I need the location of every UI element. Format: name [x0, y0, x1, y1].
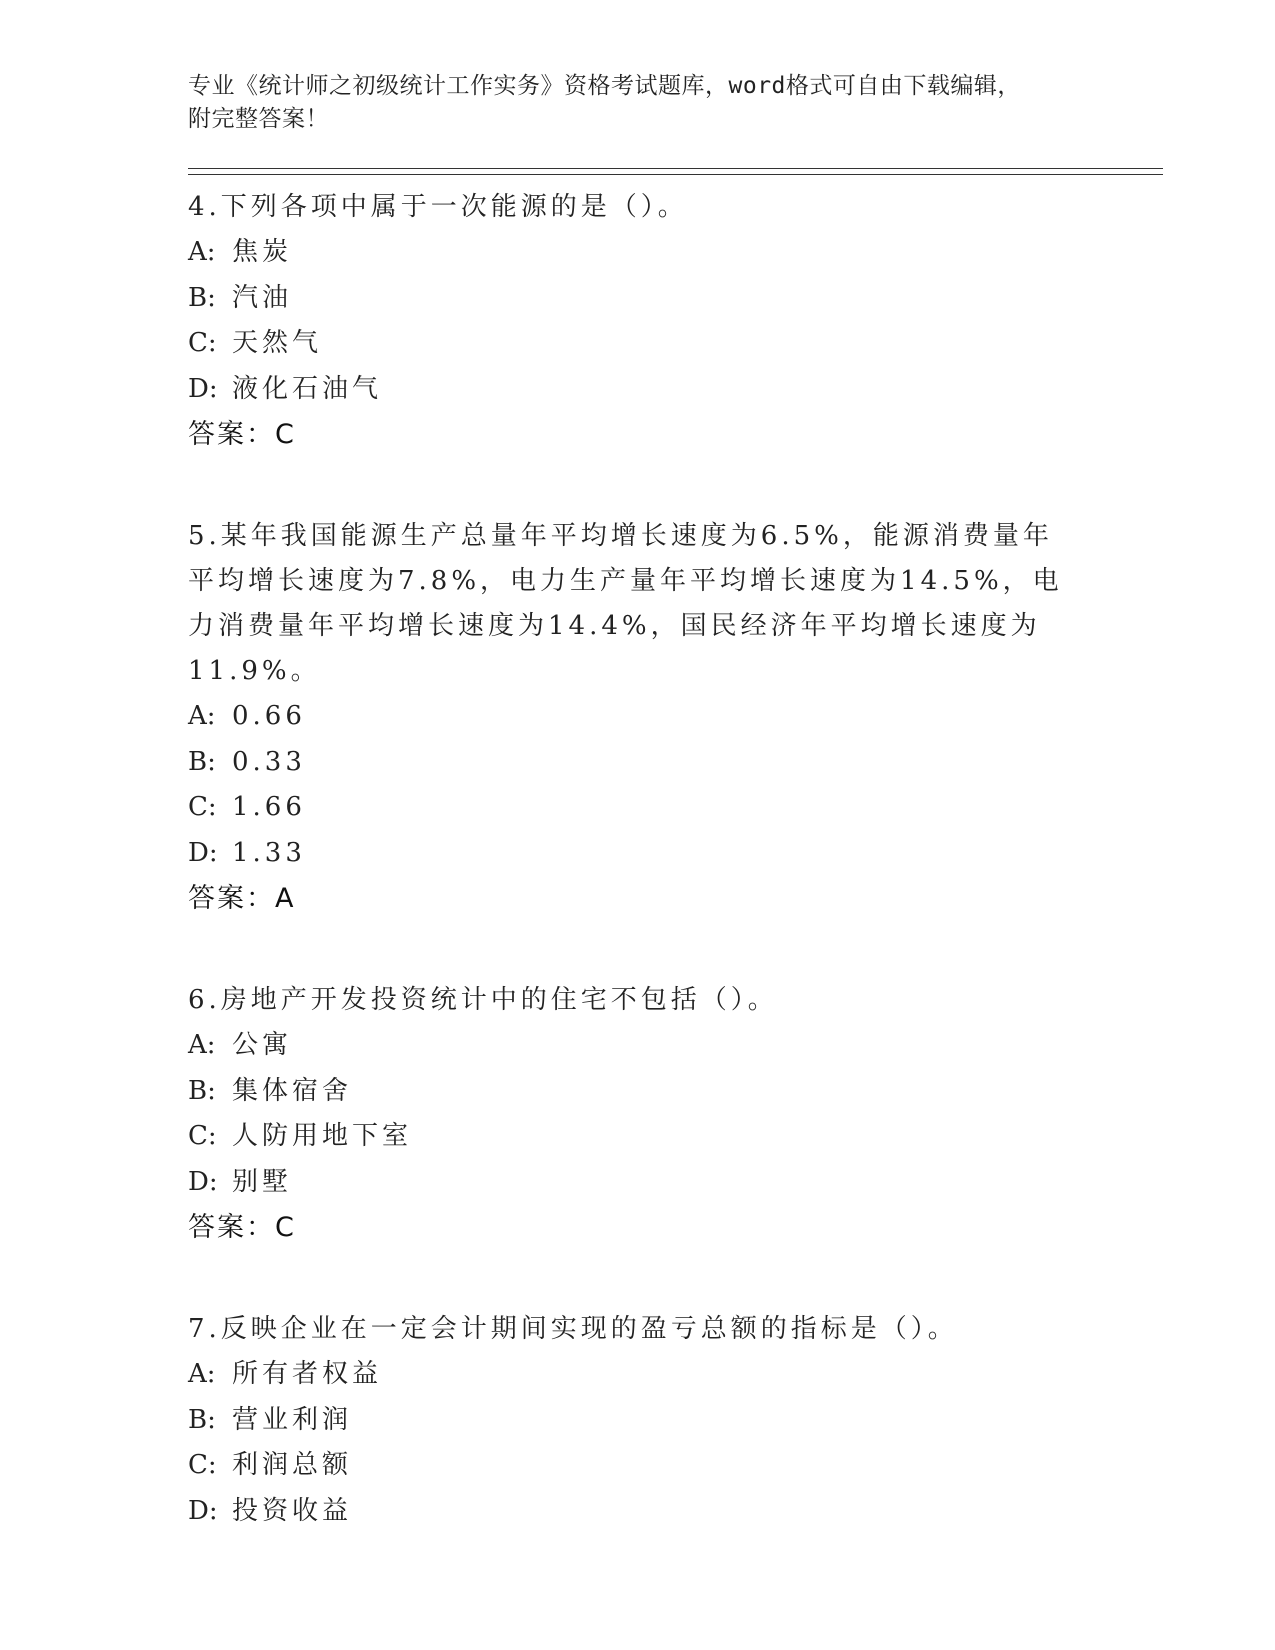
answer-key: 答案：C [188, 419, 296, 450]
option-letter: B: [188, 1075, 216, 1106]
option-letter: B: [188, 282, 216, 313]
option-letter: C: [188, 1121, 217, 1151]
option-text: 0.33 [232, 746, 306, 777]
answer-option [188, 1398, 1168, 1444]
answer-key: 答案：C [188, 1212, 296, 1243]
answer-option [188, 230, 1168, 276]
question-block [188, 1307, 1168, 1534]
option-text: 0.66 [232, 701, 306, 731]
answer-option [188, 1023, 1168, 1069]
answer-option [188, 1114, 1168, 1160]
answer-option [188, 1489, 1168, 1535]
answer-option [188, 740, 1168, 786]
question-text: 4.下列各项中属于一次能源的是（）。 [188, 192, 688, 222]
option-text: 利润总额 [232, 1450, 353, 1480]
question-text: 5.某年我国能源生产总量年平均增长速度为6.5%，能源消费量年平均增长速度为7.8%，电力生产量年平均增长速度为14.5%，电力消费量年平均增长速度为14.4%，国民经济年平均增长速度为11.9%。 [188, 521, 1063, 686]
option-letter: D: [188, 1166, 218, 1197]
option-text: 焦炭 [232, 237, 293, 267]
question-block [188, 978, 1168, 1251]
option-text: 1.33 [232, 837, 306, 868]
option-text: 液化石油气 [232, 373, 383, 404]
answer-option [188, 1160, 1168, 1206]
option-text: 投资收益 [232, 1495, 353, 1526]
answer-option [188, 1069, 1168, 1115]
option-text: 人防用地下室 [232, 1121, 413, 1151]
answer-option [188, 1443, 1168, 1489]
option-text: 所有者权益 [232, 1359, 383, 1389]
option-text: 别墅 [232, 1166, 293, 1197]
option-letter: B: [188, 1404, 216, 1435]
question-list [188, 185, 1168, 1534]
option-text: 天然气 [232, 328, 323, 358]
answer-option [188, 367, 1168, 413]
answer-option [188, 276, 1168, 322]
option-text: 汽油 [232, 282, 293, 313]
option-letter: A: [188, 1030, 216, 1060]
question-block [188, 514, 1168, 922]
question-text: 7.反映企业在一定会计期间实现的盈亏总额的指标是（）。 [188, 1314, 958, 1344]
answer-key: 答案：A [188, 883, 296, 914]
option-text: 1.66 [232, 792, 306, 822]
option-letter: A: [188, 1359, 216, 1389]
option-text: 集体宿舍 [232, 1075, 353, 1106]
answer-option [188, 1352, 1168, 1398]
option-text: 公寓 [232, 1030, 293, 1060]
option-letter: C: [188, 792, 217, 822]
document-header [188, 70, 1088, 136]
question-block [188, 185, 1168, 458]
option-letter: D: [188, 373, 218, 404]
option-letter: A: [188, 701, 216, 731]
answer-option [188, 321, 1168, 367]
option-letter: D: [188, 837, 218, 868]
header-line-1: 专业《统计师之初级统计工作实务》资格考试题库，word格式可自由下载编辑， [188, 73, 1021, 99]
header-divider [188, 168, 1163, 175]
document-page [188, 70, 1168, 1534]
option-letter: C: [188, 328, 217, 358]
answer-option [188, 785, 1168, 831]
question-text: 6.房地产开发投资统计中的住宅不包括（）。 [188, 985, 778, 1015]
answer-option [188, 694, 1168, 740]
option-letter: B: [188, 746, 216, 777]
option-text: 营业利润 [232, 1404, 353, 1435]
option-letter: C: [188, 1450, 217, 1480]
header-line-2: 附完整答案！ [188, 106, 329, 132]
answer-option [188, 831, 1168, 877]
option-letter: D: [188, 1495, 218, 1526]
option-letter: A: [188, 237, 216, 267]
